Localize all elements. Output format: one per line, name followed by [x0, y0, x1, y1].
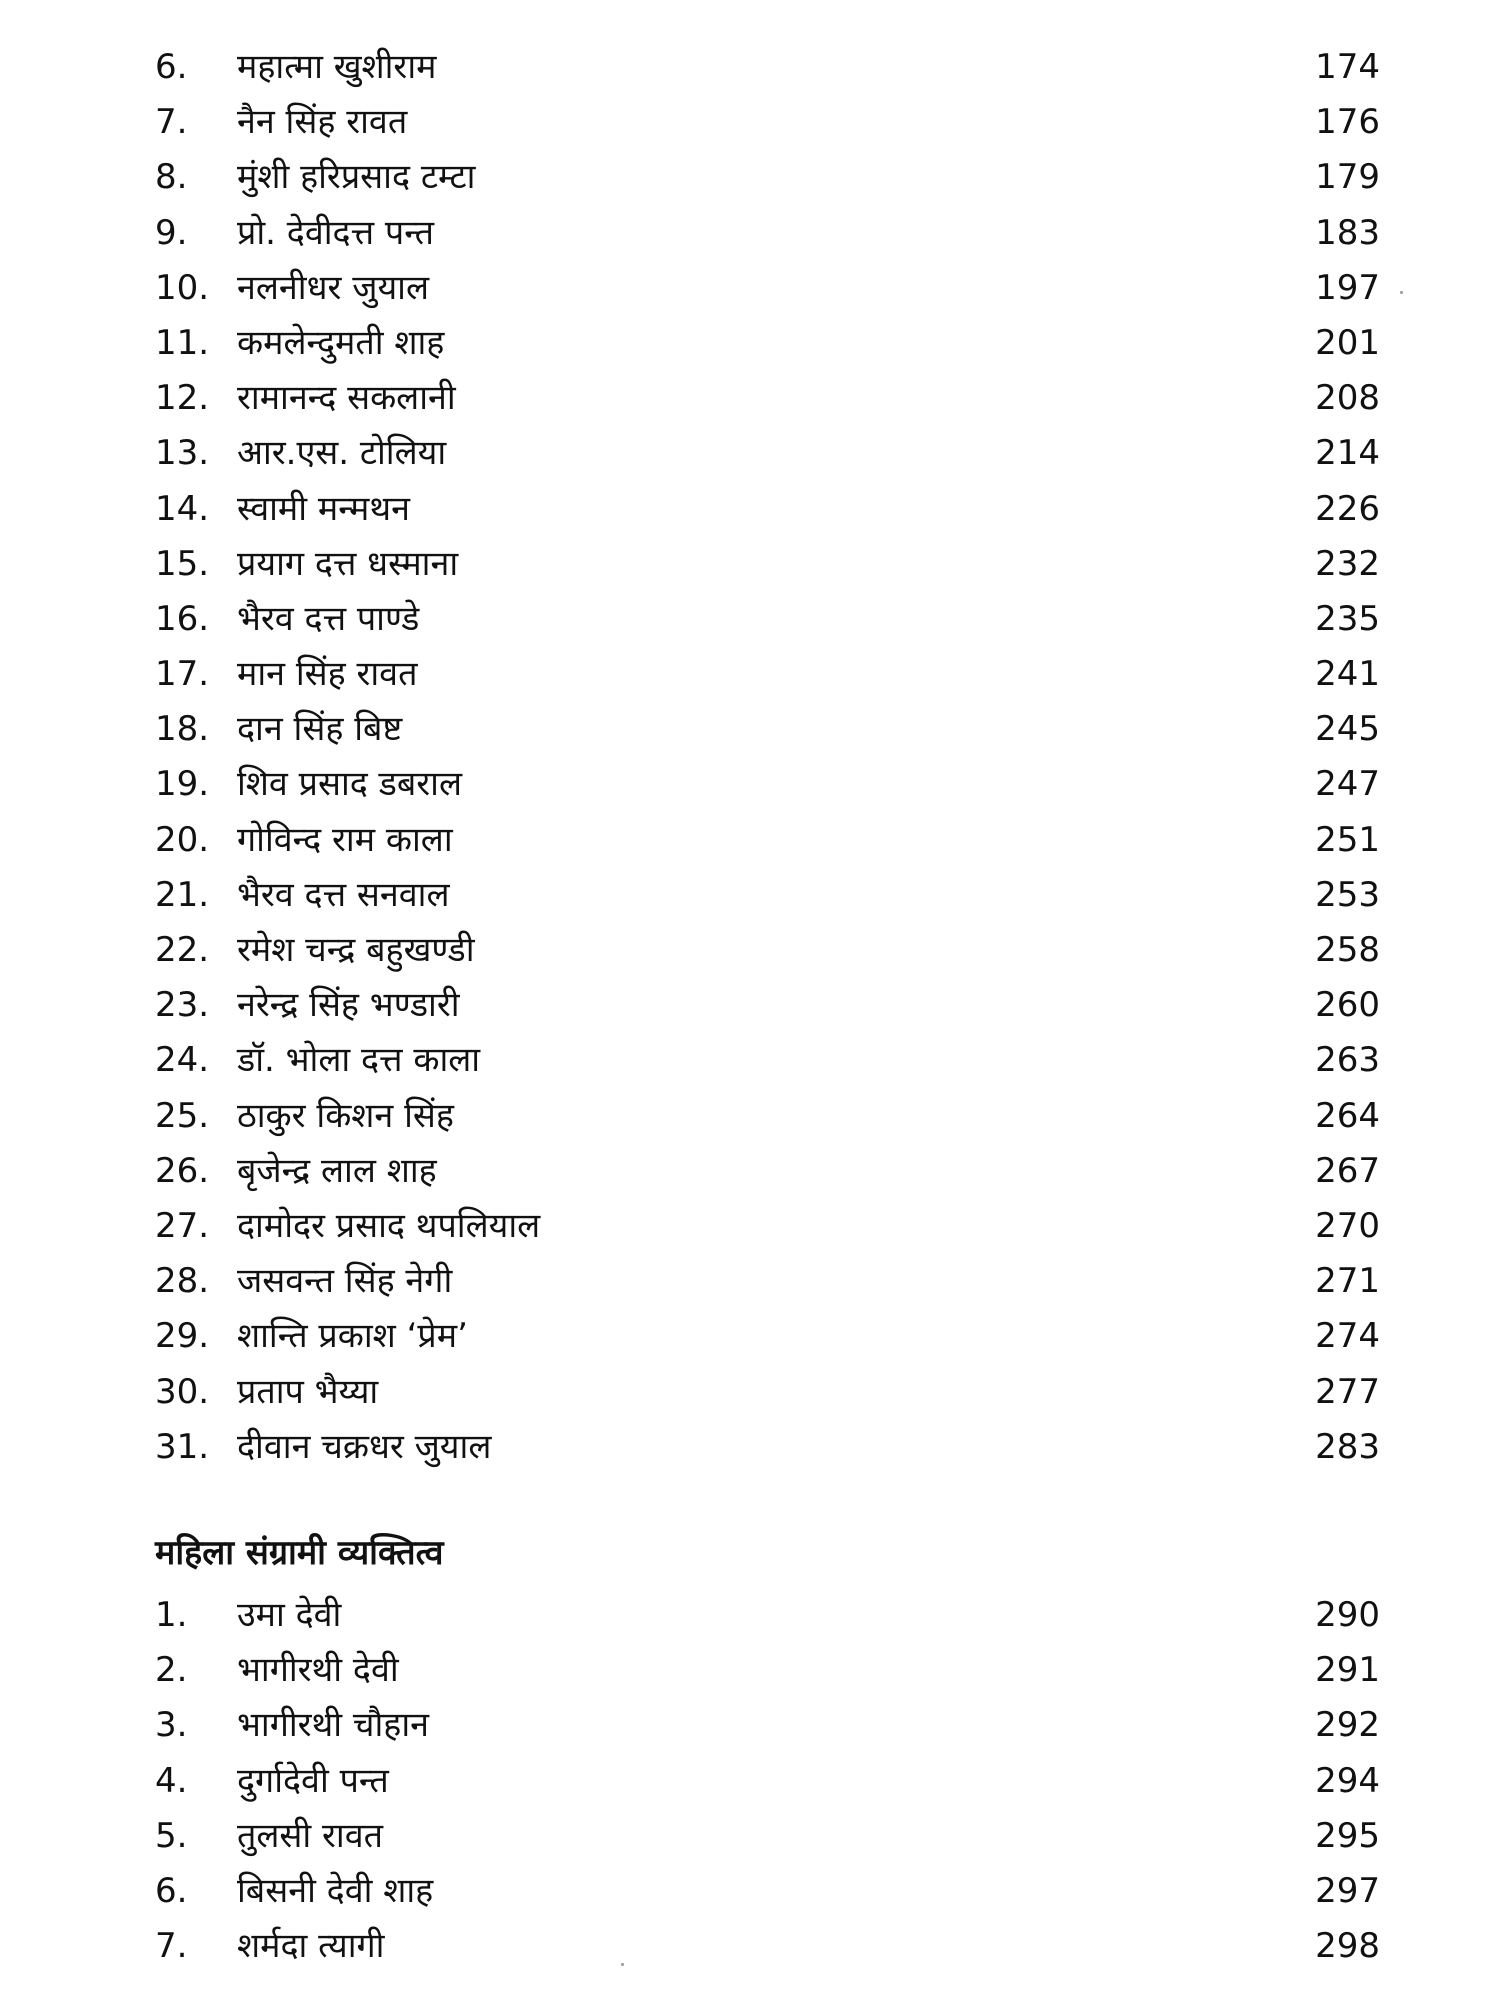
toc-entry-title: भागीरथी चौहान — [237, 1705, 430, 1746]
toc-entry-number: 24. — [155, 1040, 210, 1081]
toc-entry-number: 19. — [155, 764, 210, 805]
toc-entry-number: 3. — [155, 1705, 188, 1746]
toc-entry-title: तुलसी रावत — [237, 1815, 384, 1856]
toc-entry-title: प्रयाग दत्त धस्माना — [237, 543, 459, 584]
toc-entry-title: बिसनी देवी शाह — [237, 1870, 434, 1911]
toc-entry-title: दामोदर प्रसाद थपलियाल — [237, 1205, 541, 1246]
toc-entry-number: 10. — [155, 267, 210, 308]
toc-entry-page-number: 183 — [1315, 212, 1380, 253]
toc-entry — [155, 316, 1380, 371]
toc-entry — [155, 868, 1380, 923]
toc-entry — [155, 95, 1380, 150]
toc-entry-number: 22. — [155, 930, 210, 970]
toc-entry-title: प्रताप भैय्या — [237, 1371, 379, 1412]
toc-entry-number: 16. — [155, 598, 210, 639]
toc-entry-page-number: 176 — [1315, 102, 1380, 143]
toc-entry-title: प्रो. देवीदत्त पन्त — [237, 212, 435, 253]
toc-entry-title: महात्मा खुशीराम — [237, 47, 437, 87]
toc-entry — [155, 206, 1380, 261]
toc-entry — [155, 978, 1380, 1033]
toc-entry-page-number: 247 — [1315, 764, 1380, 805]
toc-entry-number: 18. — [155, 709, 210, 750]
scan-speck — [621, 1963, 624, 1966]
toc-entry-number: 11. — [155, 322, 210, 363]
toc-entry — [155, 426, 1380, 481]
toc-entry-title: गोविन्द राम काला — [237, 819, 453, 860]
toc-entry-page-number: 179 — [1315, 157, 1380, 198]
toc-entry-page-number: 291 — [1315, 1650, 1380, 1691]
toc-entry-title: भैरव दत्त पाण्डे — [237, 598, 420, 639]
toc-entry-number: 2. — [155, 1650, 188, 1691]
toc-entry — [155, 1864, 1380, 1919]
toc-entry-page-number: 208 — [1315, 378, 1380, 419]
toc-entry-title: दुर्गादेवी पन्त — [237, 1760, 389, 1801]
toc-entry-page-number: 197 — [1315, 267, 1380, 308]
toc-entry-title: रामानन्द सकलानी — [237, 378, 456, 419]
toc-entry-page-number: 294 — [1315, 1760, 1380, 1801]
toc-entry — [155, 1033, 1380, 1088]
toc-entry — [155, 1420, 1380, 1475]
toc-entry-title: नलनीधर जुयाल — [237, 267, 430, 308]
toc-entry-title: शिव प्रसाद डबराल — [237, 764, 463, 805]
toc-entry-page-number: 174 — [1315, 47, 1380, 87]
toc-entry-page-number: 297 — [1315, 1870, 1380, 1911]
toc-entry-title: स्वामी मन्मथन — [237, 488, 410, 529]
toc-entry — [155, 1365, 1380, 1420]
toc-entry — [155, 40, 1380, 95]
toc-entry-page-number: 253 — [1315, 874, 1380, 915]
toc-entry-page-number: 232 — [1315, 543, 1380, 584]
toc-entry-title: कमलेन्दुमती शाह — [237, 322, 445, 363]
toc-entry-page-number: 298 — [1315, 1926, 1380, 1967]
toc-entry-title: नैन सिंह रावत — [237, 102, 408, 143]
toc-entry-number: 17. — [155, 654, 210, 695]
toc-entry-page-number: 214 — [1315, 433, 1380, 474]
toc-entry-page-number: 283 — [1315, 1426, 1380, 1467]
toc-entry-title: दान सिंह बिष्ट — [237, 709, 403, 750]
toc-list — [155, 40, 1380, 1475]
toc-entry-page-number: 295 — [1315, 1815, 1380, 1856]
toc-entry — [155, 261, 1380, 316]
toc-entry-title: नरेन्द्र सिंह भण्डारी — [237, 985, 460, 1026]
toc-entry-page-number: 264 — [1315, 1095, 1380, 1136]
toc-entry-page-number: 260 — [1315, 985, 1380, 1026]
toc-entry-title: डॉ. भोला दत्त काला — [237, 1040, 481, 1081]
toc-entry-number: 15. — [155, 543, 210, 584]
toc-entry-number: 27. — [155, 1205, 210, 1246]
toc-entry-number: 9. — [155, 212, 188, 253]
toc-entry-number: 6. — [155, 47, 188, 87]
toc-entry-title: दीवान चक्रधर जुयाल — [237, 1426, 492, 1467]
toc-entry-page-number: 258 — [1315, 930, 1380, 970]
toc-entry-page-number: 251 — [1315, 819, 1380, 860]
toc-entry-number: 1. — [155, 1595, 188, 1635]
toc-entry-title: भागीरथी देवी — [237, 1650, 399, 1691]
toc-entry — [155, 702, 1380, 757]
toc-entry — [155, 1809, 1380, 1864]
toc-entry-page-number: 241 — [1315, 654, 1380, 695]
toc-entry-page-number: 270 — [1315, 1205, 1380, 1246]
toc-entry — [155, 482, 1380, 537]
toc-entry — [155, 813, 1380, 868]
toc-entry-number: 12. — [155, 378, 210, 419]
toc-entry — [155, 537, 1380, 592]
toc-entry-page-number: 292 — [1315, 1705, 1380, 1746]
toc-entry — [155, 1089, 1380, 1144]
toc-entry — [155, 150, 1380, 205]
toc-entry — [155, 1144, 1380, 1199]
toc-entry — [155, 592, 1380, 647]
toc-entry — [155, 1309, 1380, 1364]
toc-entry-page-number: 267 — [1315, 1150, 1380, 1191]
toc-entry-number: 31. — [155, 1426, 210, 1467]
toc-entry — [155, 1754, 1380, 1809]
toc-entry-title: आर.एस. टोलिया — [237, 433, 447, 474]
toc-entry-page-number: 226 — [1315, 488, 1380, 529]
toc-entry-number: 6. — [155, 1870, 188, 1911]
toc-entry-number: 23. — [155, 985, 210, 1026]
toc-entry-title: भैरव दत्त सनवाल — [237, 874, 450, 915]
toc-entry-number: 28. — [155, 1261, 210, 1302]
women-toc-list — [155, 1588, 1380, 1974]
toc-entry-title: शान्ति प्रकाश ‘प्रेम’ — [237, 1316, 468, 1357]
toc-entry-number: 29. — [155, 1316, 210, 1357]
toc-entry-number: 26. — [155, 1150, 210, 1191]
toc-entry-page-number: 274 — [1315, 1316, 1380, 1357]
toc-entry-title: मुंशी हरिप्रसाद टम्टा — [237, 157, 476, 198]
toc-entry-title: ठाकुर किशन सिंह — [237, 1095, 454, 1136]
scan-speck — [1400, 291, 1403, 294]
toc-entry-number: 25. — [155, 1095, 210, 1136]
toc-entry-page-number: 235 — [1315, 598, 1380, 639]
toc-entry — [155, 757, 1380, 812]
toc-entry — [155, 647, 1380, 702]
toc-entry-title: जसवन्त सिंह नेगी — [237, 1261, 453, 1302]
toc-entry-page-number: 271 — [1315, 1261, 1380, 1302]
toc-entry-number: 13. — [155, 433, 210, 474]
toc-entry-number: 7. — [155, 102, 188, 143]
toc-entry-page-number: 290 — [1315, 1595, 1380, 1635]
toc-entry-page-number: 201 — [1315, 322, 1380, 363]
toc-entry-number: 5. — [155, 1815, 188, 1856]
toc-entry-number: 21. — [155, 874, 210, 915]
toc-entry-number: 20. — [155, 819, 210, 860]
toc-entry — [155, 1199, 1380, 1254]
toc-entry-title: रमेश चन्द्र बहुखण्डी — [237, 930, 475, 970]
toc-entry-page-number: 245 — [1315, 709, 1380, 750]
toc-entry — [155, 1254, 1380, 1309]
toc-entry-page-number: 277 — [1315, 1371, 1380, 1412]
toc-entry-number: 7. — [155, 1926, 188, 1967]
toc-entry-title: मान सिंह रावत — [237, 654, 418, 695]
toc-entry-page-number: 263 — [1315, 1040, 1380, 1081]
toc-entry — [155, 1919, 1380, 1974]
toc-entry — [155, 923, 1380, 978]
toc-entry-title: शर्मदा त्यागी — [237, 1926, 385, 1967]
toc-entry — [155, 1643, 1380, 1698]
toc-entry-number: 4. — [155, 1760, 188, 1801]
toc-entry-title: उमा देवी — [237, 1595, 342, 1635]
section-heading: महिला संग्रामी व्यक्तित्व — [155, 1533, 444, 1573]
toc-entry — [155, 371, 1380, 426]
toc-entry-number: 8. — [155, 157, 188, 198]
toc-entry — [155, 1588, 1380, 1643]
toc-entry-title: बृजेन्द्र लाल शाह — [237, 1150, 437, 1191]
toc-entry-number: 30. — [155, 1371, 210, 1412]
toc-entry — [155, 1698, 1380, 1753]
toc-entry-number: 14. — [155, 488, 210, 529]
